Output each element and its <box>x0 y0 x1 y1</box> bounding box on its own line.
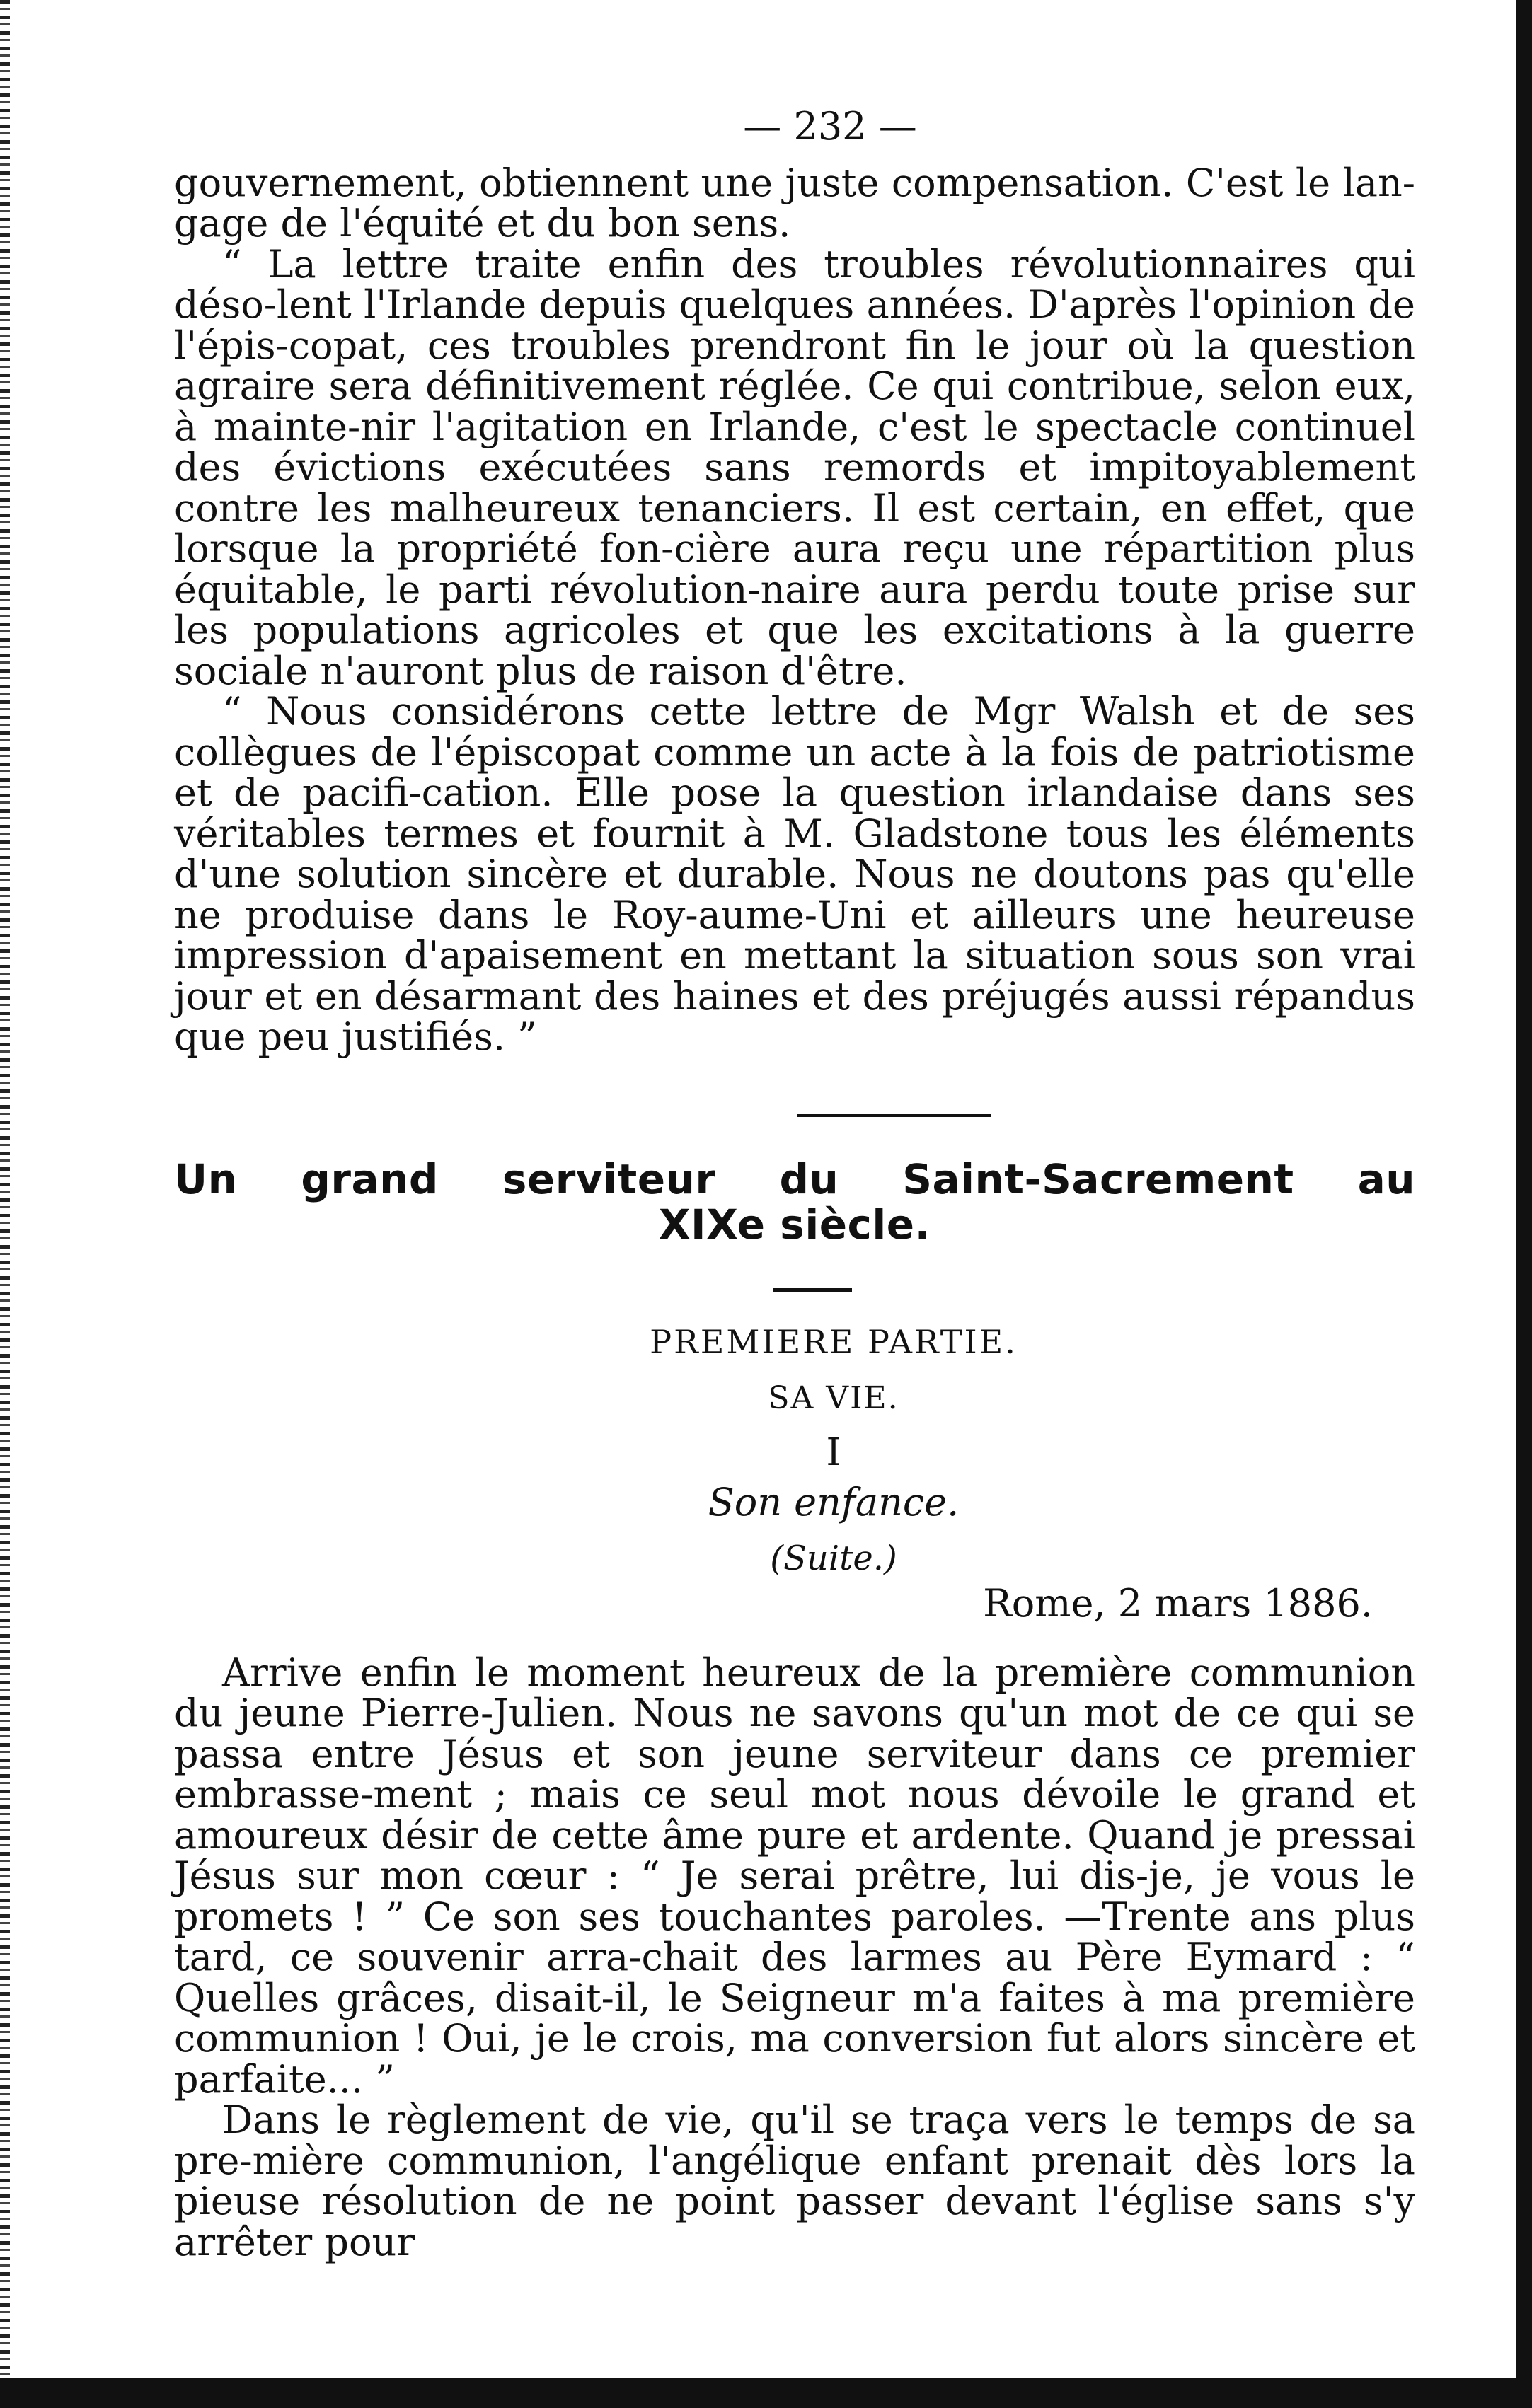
section-title-line-2: XIXe siècle. <box>658 1200 931 1249</box>
separator-rule <box>797 1114 991 1117</box>
scan-bottom-edge <box>0 2378 1532 2408</box>
section-title-line-1 <box>174 1154 1415 1203</box>
scan-left-edge <box>0 0 10 2408</box>
sub-heading: SA VIE. <box>768 1380 899 1416</box>
title-word: Un <box>174 1154 238 1203</box>
title-word: au <box>1357 1154 1415 1203</box>
book-page <box>174 106 1415 2262</box>
paragraph: Dans le règlement de vie, qu'il se traça vers le temps de sa pre-mière communion, l'angélique enfant prenait dès lors la pieuse résolution de ne point passer devant l'église sans s'y arrêter pour <box>174 2097 1415 2264</box>
paragraph: Arrive enfin le moment heureux de la première communion du jeune Pierre-Julien. Nous ne savons qu'un mot de ce qui se passa entre Jésus et son jeune serviteur dans ce premier embrasse-ment ; mais ce seul mot nous dévoile le grand et amoureux désir de cette âme pure et ardente. Quand je pressai Jésus sur mon cœur : “ Je serai prêtre, lui dis-je, je vous le promets ! ” Ce son ses touchantes paroles. —Trente ans plus tard, ce souvenir arra-chait des larmes au Père Eymard : “ Quelles grâces, disait-il, le Seigneur m'a faites à ma première communion ! Oui, je le crois, ma conversion fut alors sincère et parfaite... ” <box>174 1650 1415 2102</box>
title-word: grand <box>301 1154 439 1203</box>
scan-right-edge <box>1516 0 1532 2408</box>
section-title <box>174 1154 1415 1249</box>
chapter-number: I <box>826 1429 841 1474</box>
dateline: Rome, 2 mars 1886. <box>983 1581 1373 1626</box>
page-number: — 232 — <box>743 104 917 149</box>
title-word: Saint-Sacrement <box>902 1154 1294 1203</box>
part-heading: PREMIERE PARTIE. <box>650 1322 1018 1361</box>
chapter-title: Son enfance. <box>708 1480 960 1524</box>
short-rule <box>773 1288 852 1292</box>
chapter-body <box>174 1652 1415 2263</box>
continued-note: (Suite.) <box>770 1538 897 1578</box>
paragraph: “ Nous considérons cette lettre de Mgr Walsh et de ses collègues de l'épiscopat comme un acte à la fois de patriotisme et de pacifi-cation. Elle pose la question irlandaise dans ses véritables termes et fournit à M. Gladstone tous les éléments d'une solution sincère et durable. Nous ne doutons pas qu'elle ne produise dans le Roy-aume-Uni et ailleurs une heureuse impression d'apaisement en mettant la situation sous son vrai jour et en désarmant des haines et des préjugés aussi répandus que peu justifiés. ” <box>174 689 1415 1059</box>
title-word: du <box>779 1154 839 1203</box>
paragraph: “ La lettre traite enfin des troubles révolutionnaires qui déso-lent l'Irlande depuis quelques années. D'après l'opinion de l'épis-copat, ces troubles prendront fin le jour où la question agraire sera définitivement réglée. Ce qui contribue, selon eux, à mainte-nir l'agitation en Irlande, c'est le spectacle continuel des évictions exécutées sans remords et impitoyablement contre les malheureux tenanciers. Il est certain, en effet, que lorsque la propriété fon-cière aura reçu une répartition plus équitable, le parti révolution-naire aura perdu toute prise sur les populations agricoles et que les excitations à la guerre sociale n'auront plus de raison d'être. <box>174 241 1415 693</box>
title-word: serviteur <box>502 1154 716 1203</box>
paragraph: gouvernement, obtiennent une juste compensation. C'est le lan-gage de l'équité et du bon sens. <box>174 160 1415 245</box>
